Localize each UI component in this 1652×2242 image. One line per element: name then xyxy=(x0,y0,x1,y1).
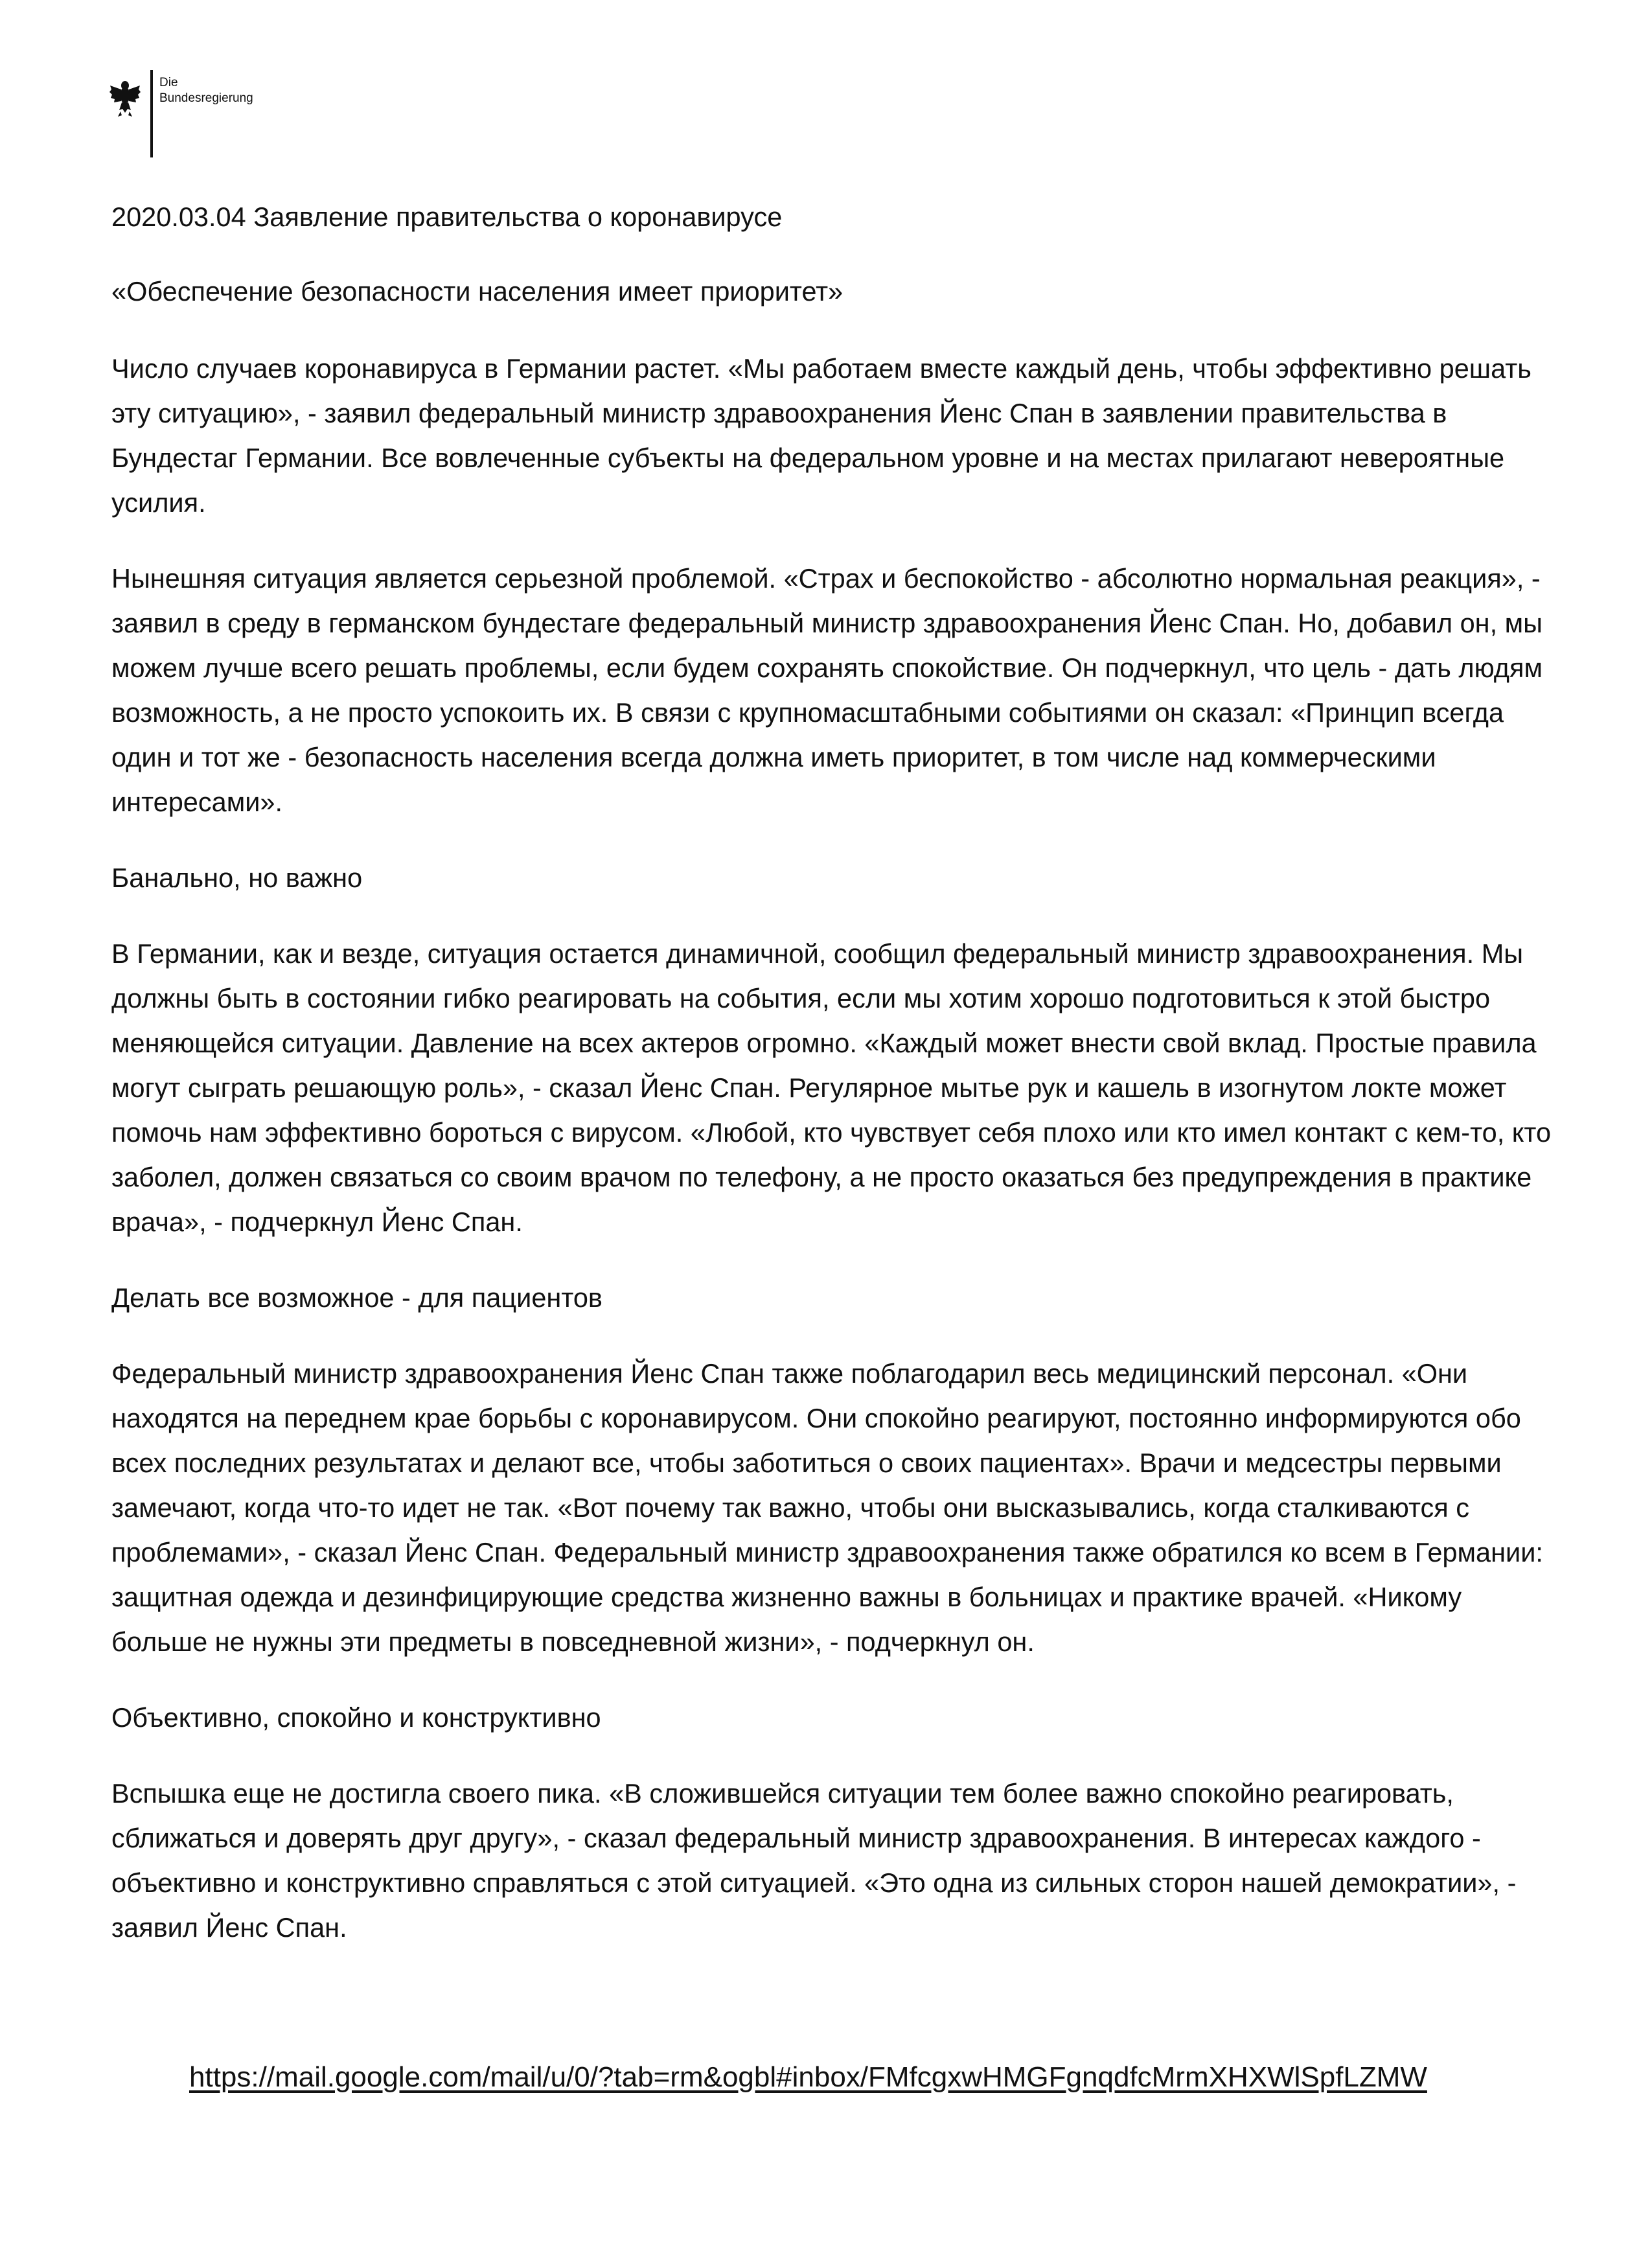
government-logo xyxy=(109,70,253,154)
section-heading-1: Банально, но важно xyxy=(111,862,363,893)
paragraph-3: В Германии, как и везде, ситуация остается динамичной, сообщил федеральный министр здравоохранения. Мы должны быть в состоянии гибко реагировать на события, если мы хотим хорошо подготовиться к этой быстро меняющейся ситуации. Давление на всех актеров огромно. «Каждый может внести свой вклад. Простые правила могут сыграть решающую роль», - сказал Йенс Спан. Регулярное мытье рук и кашель в изогнутом локте может помочь нам эффективно бороться с вирусом. «Любой, кто чувствует себя плохо или кто имел контакт с кем-то, кто заболел, должен связаться со своим врачом по телефону, а не просто оказаться без предупреждения в практике врача», - подчеркнул Йенс Спан. xyxy=(111,938,1552,1237)
federal-eagle-icon xyxy=(109,76,141,118)
paragraph-2: Нынешняя ситуация является серьезной проблемой. «Страх и беспокойство - абсолютно нормальная реакция», - заявил в среду в германском бундестаге федеральный министр здравоохранения Йенс Спан. Но, добавил он, мы можем лучше всего решать проблемы, если будем сохранять спокойствие. Он подчеркнул, что цель - дать людям возможность, а не просто успокоить их. В связи с крупномасштабными событиями он сказал: «Принцип всегда один и тот же - безопасность населения всегда должна иметь приоритет, в том числе над коммерческими интересами». xyxy=(111,563,1543,817)
document-body xyxy=(111,194,1563,1981)
paragraph-5: Вспышка еще не достигла своего пика. «В сложившейся ситуации тем более важно спокойно реагировать, сближаться и доверять друг другу», - сказал федеральный министр здравоохранения. В интересах каждого - объективно и конструктивно справляться с этой ситуацией. «Это одна из сильных сторон нашей демократии», - заявил Йенс Спан. xyxy=(111,1778,1517,1943)
logo-line-2: Bundesregierung xyxy=(159,91,253,105)
document-subtitle: «Обеспечение безопасности населения имеет приоритет» xyxy=(111,276,843,306)
section-heading-3: Объективно, спокойно и конструктивно xyxy=(111,1702,601,1733)
logo-divider xyxy=(150,70,153,157)
paragraph-1: Число случаев коронавируса в Германии растет. «Мы работаем вместе каждый день, чтобы эффективно решать эту ситуацию», - заявил федеральный министр здравоохранения Йенс Спан в заявлении правительства в Бундестаг Германии. Все вовлеченные субъекты на федеральном уровне и на местах прилагают невероятные усилия. xyxy=(111,353,1532,518)
document-title: 2020.03.04 Заявление правительства о коронавирусе xyxy=(111,202,783,232)
source-url-link[interactable]: https://mail.google.com/mail/u/0/?tab=rm&ogbl#inbox/FMfcgxwHMGFgnqdfcMrmXHXWlSpfLZMW xyxy=(189,2061,1427,2093)
section-heading-2: Делать все возможное - для пациентов xyxy=(111,1282,602,1313)
logo-wordmark xyxy=(159,75,253,106)
paragraph-4: Федеральный министр здравоохранения Йенс Спан также поблагодарил весь медицинский персонал. «Они находятся на переднем крае борьбы с коронавирусом. Они спокойно реагируют, постоянно информируются обо всех последних результатах и делают все, чтобы заботиться о своих пациентах». Врачи и медсестры первыми замечают, когда что-то идет не так. «Вот почему так важно, чтобы они высказывались, когда сталкиваются с проблемами», - сказал Йенс Спан. Федеральный министр здравоохранения также обратился ко всем в Германии: защитная одежда и дезинфицирующие средства жизненно важны в больницах и практике врачей. «Никому больше не нужны эти предметы в повседневной жизни», - подчеркнул он. xyxy=(111,1358,1543,1657)
logo-line-1: Die xyxy=(159,76,178,89)
